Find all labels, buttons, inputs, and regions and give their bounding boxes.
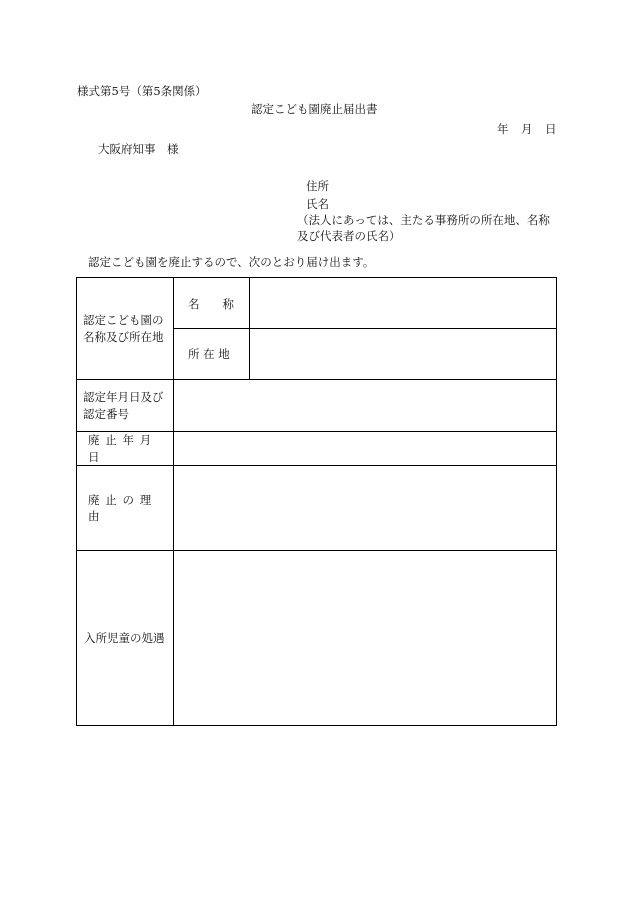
children-label: 入所児童の処遇	[84, 631, 165, 645]
facility-label: 認定こども園の名称及び所在地	[83, 312, 164, 344]
abolish-date-value-cell[interactable]	[174, 432, 557, 466]
location-value-cell[interactable]	[250, 329, 557, 380]
date-day-label: 日	[545, 122, 557, 136]
reason-label-cell	[77, 466, 174, 551]
name-label: 名 称	[188, 297, 234, 311]
applicant-name-label: 氏名	[306, 197, 329, 211]
reason-value-cell[interactable]	[174, 466, 557, 551]
location-label: 所 在 地	[188, 346, 230, 361]
cert-value-cell[interactable]	[174, 380, 557, 432]
abolish-date-label: 廃止年月日	[88, 433, 157, 464]
table-row	[77, 380, 557, 432]
form-number: 様式第5号（第5条関係）	[77, 84, 207, 98]
name-value-cell[interactable]	[250, 278, 557, 329]
table-row	[77, 432, 557, 466]
applicant-address-label: 住所	[306, 179, 329, 193]
applicant-note-line2: 及び代表者の氏名）	[297, 229, 401, 243]
children-label-cell	[77, 551, 174, 726]
date-month-label: 月	[521, 122, 533, 136]
cert-label-cell	[77, 380, 174, 432]
location-label-cell	[174, 329, 250, 380]
reason-label: 廃止の理由	[88, 492, 157, 524]
name-label-cell	[174, 278, 250, 329]
statement: 認定こども園を廃止するので、次のとおり届け出ます。	[88, 255, 375, 269]
children-value-cell[interactable]	[174, 551, 557, 726]
document-title: 認定こども園廃止届出書	[251, 102, 378, 116]
table-row	[77, 551, 557, 726]
notification-table	[76, 277, 557, 726]
table-row	[77, 466, 557, 551]
cert-label: 認定年月日及び認定番号	[83, 389, 164, 421]
date-year-label: 年	[497, 122, 509, 136]
facility-label-cell	[77, 278, 174, 380]
addressee: 大阪府知事 様	[98, 142, 179, 156]
table-row	[77, 278, 557, 329]
applicant-note-line1: （法人にあっては、主たる事務所の所在地、名称	[297, 213, 550, 227]
abolish-date-label-cell	[77, 432, 174, 466]
